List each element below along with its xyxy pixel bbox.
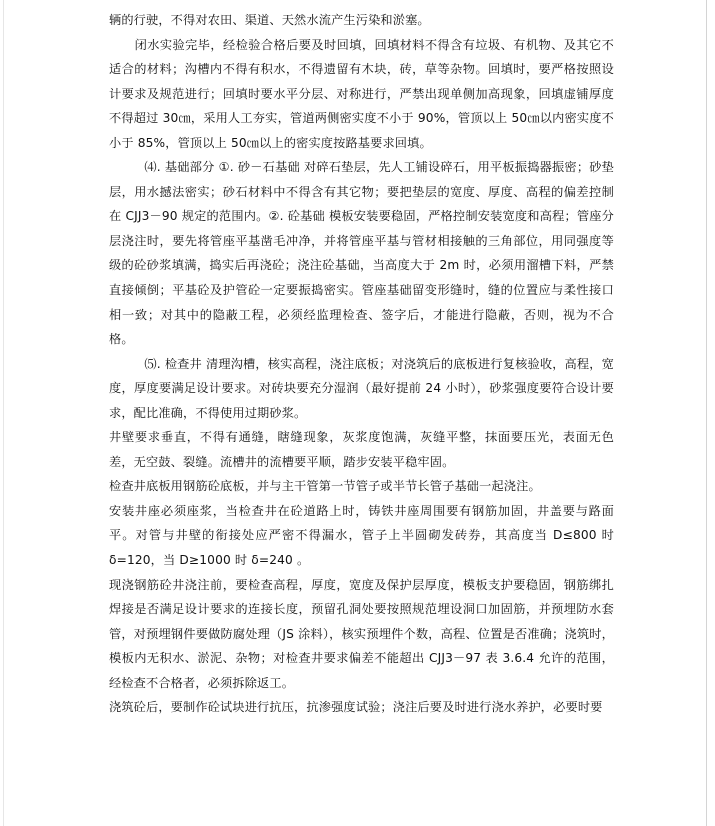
paragraph-vehicle-driving: 辆的行驶，不得对农田、渠道、天然水流产生污染和淤塞。 bbox=[109, 13, 430, 27]
page-right-edge bbox=[706, 0, 707, 826]
page-left-edge bbox=[3, 0, 4, 826]
paragraph-cast-in-place-well: 现浇钢筋砼井浇注前，要检查高程，厚度，宽度及保护层厚度，模板支护要稳固，钢筋绑扎焊接是否满足设计要求的连接长度，预留孔洞处要按照规范埋设洞口加固筋，并预埋防水套管，对预埋钢件要做防腐处理（JS 涂料），核实预埋件个数，高程、位置是否准确；浇筑时，模板内无积水、淤泥、杂物；对检查井要求偏差不能超出 CJJ3－97 表 3.6.4 允许的范围，经检查不合格者，必须拆除返工。 bbox=[109, 577, 614, 690]
document-body bbox=[109, 8, 614, 720]
paragraph-foundation: ⑷. 基础部分 ①. 砂－石基础 对碎石垫层，先人工铺设碎石，用平板振捣器振密；砂垫层，用水撼法密实；砂石材料中不得含有其它物；要把垫层的宽度、厚度、高程的偏差控制在 CJJ3－90 规定的范围内。②. 砼基础 模板安装要稳固，严格控制安装宽度和高程；管座分层浇注时，要先将管座平基凿毛冲净，并将管座平基与管材相接触的三角部位，用同强度等级的砼砂浆填满，捣实后再浇砼；浇注砼基础，当高度大于 2m 时，必须用溜槽下料，严禁直接倾倒；平基砼及护管砼一定要振捣密实。管座基础留变形缝时，缝的位置应与柔性接口相一致；对其中的隐蔽工程，必须经监理检查、签字后，才能进行隐蔽，否则，视为不合格。 bbox=[109, 160, 614, 347]
paragraph-well-bottom: 检查井底板用钢筋砼底板，并与主干管第一节管子或半节长管子基础一起浇注。 bbox=[109, 479, 541, 494]
paragraph-inspection-well: ⑸. 检查井 清理沟槽，核实高程，浇注底板；对浇筑后的底板进行复核验收，高程，宽度，厚度要满足设计要求。对砖块要充分湿润（最好提前 24 小时），砂浆强度要符合设计要求，配比准确，不得使用过期砂浆。 bbox=[109, 356, 614, 420]
paragraph-well-seat: 安装井座必须座浆，当检查井在砼道路上时，铸铁井座周围要有钢筋加固，井盖要与路面平。对管与井壁的衔接处应严密不得漏水，管子上半圆砌发砖券，其高度当 D≤800 时 δ=120，当 D≥1000 时 δ=240 。 bbox=[109, 503, 614, 568]
paragraph-well-wall: 井壁要求垂直，不得有通缝，瞎缝现象，灰浆度饱满，灰缝平整，抹面要压光，表面无色差，无空鼓、裂缝。流槽井的流槽要平顺，踏步安装平稳牢固。 bbox=[109, 430, 614, 469]
paragraph-backfill: 闭水实验完毕，经检验合格后要及时回填，回填材料不得含有垃圾、有机物、及其它不适合的材料；沟槽内不得有积水，不得遗留有木块，砖，草等杂物。回填时，要严格按照设计要求及规范进行；回填时要水平分层、对称进行，严禁出现单侧加高现象，回填虚铺厚度不得超过 30㎝，采用人工夯实，管道两侧密实度不小于 90%，管顶以上 50㎝以内密实度不小于 85%，管顶以上 50㎝以上的密实度按路基要求回填。 bbox=[109, 37, 614, 150]
paragraph-concrete-curing: 浇筑砼后，要制作砼试块进行抗压，抗渗强度试验；浇注后要及时进行浇水养护，必要时要 bbox=[109, 700, 603, 715]
